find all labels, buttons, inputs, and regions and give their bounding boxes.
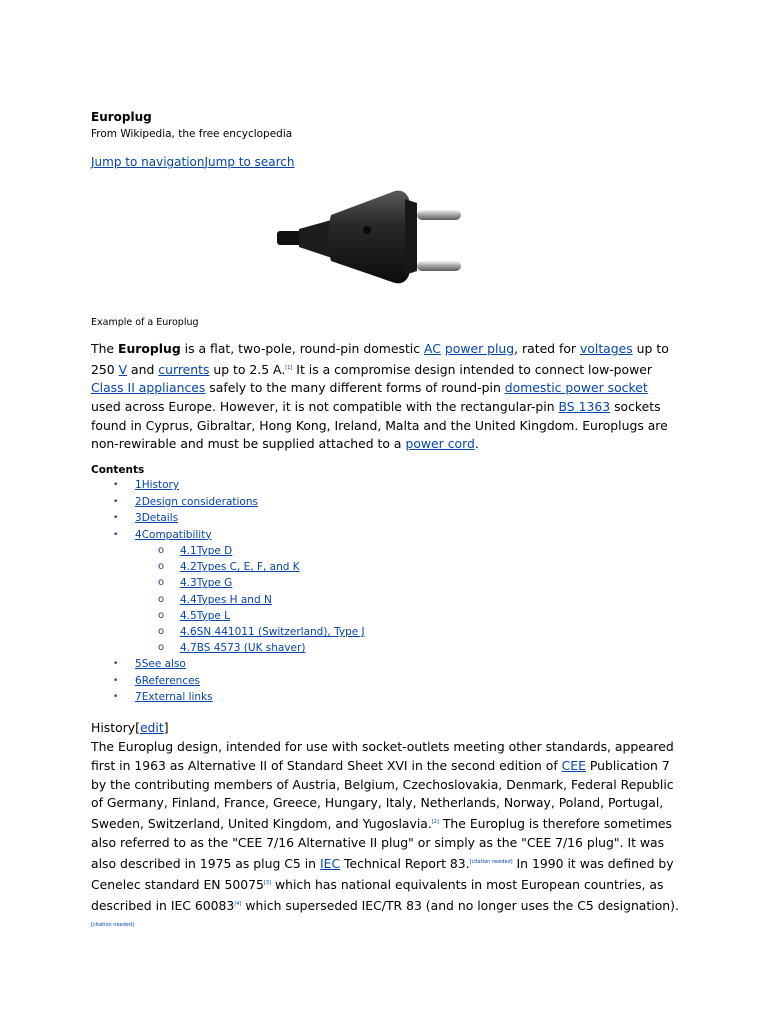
jump-to-navigation-link[interactable]: Jump to navigation — [91, 155, 205, 169]
toc-link-types-h-n[interactable]: 4.4Types H and N — [180, 593, 272, 606]
citation-link[interactable]: [3] — [263, 879, 272, 886]
intro-text: used across Europe. However, it is not compatible with the rectangular-pin — [91, 398, 559, 414]
intro-term-bold: Europlug — [117, 341, 181, 356]
sub-bullet-icon: o — [158, 577, 165, 589]
ac-link[interactable]: AC — [424, 341, 441, 356]
intro-text: is a flat, two-pole, round-pin domestic — [180, 341, 424, 356]
intro-text: up to 250 — [91, 341, 669, 377]
toc-link-history[interactable]: 1History — [135, 479, 180, 491]
history-text: In 1990 it was defined by Cenelec standard EN 50075 — [91, 856, 674, 892]
edit-link[interactable]: edit — [139, 720, 164, 735]
sub-bullet-icon: o — [158, 545, 165, 556]
currents-link[interactable]: currents — [158, 361, 210, 377]
europlug-image — [277, 185, 477, 290]
toc-link-type-l[interactable]: 4.5Type L — [180, 609, 231, 622]
citation-link[interactable]: [2] — [431, 819, 439, 826]
toc-link-types-c-e-f-k[interactable]: 4.2Types C, E, F, and K — [180, 561, 300, 574]
toc-link-see-also[interactable]: 5See also — [135, 658, 186, 671]
cee-link[interactable]: CEE — [561, 757, 586, 773]
intro-text: up to 2.5 A. — [209, 361, 286, 377]
intro-paragraph — [91, 340, 681, 454]
bullet-icon: • — [113, 480, 119, 490]
history-text: The Europlug design, intended for use with socket-outlets meeting other standards, appeared first in 1963 as Alternative II of Standard Sheet XVI in the second edition of — [91, 739, 674, 773]
jump-to-search-link[interactable]: Jump to search — [204, 155, 295, 169]
citation-needed-link[interactable]: [citation needed] — [469, 858, 513, 865]
history-text: Technical Report 83. — [340, 856, 470, 872]
toc-link-details[interactable]: 3Details — [135, 512, 179, 524]
image-caption: Example of a Europlug — [91, 317, 199, 328]
bullet-icon: • — [113, 513, 119, 523]
sub-bullet-icon: o — [158, 593, 165, 605]
intro-text: safely to the many different forms of round-pin — [205, 380, 505, 396]
citation-link[interactable]: [4] — [234, 900, 242, 907]
sub-bullet-icon: o — [158, 642, 165, 654]
intro-text: and — [127, 361, 159, 377]
intro-text: , rated for — [514, 341, 580, 356]
toc-link-type-g[interactable]: 4.3Type G — [180, 577, 233, 590]
section-title: History — [91, 720, 136, 735]
intro-text: The — [91, 341, 118, 356]
history-paragraph — [91, 738, 681, 937]
intro-text: . — [474, 436, 479, 452]
bullet-icon: • — [113, 692, 119, 703]
intro-text: It is a compromise design intended to connect low-power — [292, 361, 652, 377]
contents-heading: Contents — [91, 464, 145, 476]
iec-link[interactable]: IEC — [319, 856, 341, 872]
sub-bullet-icon: o — [158, 609, 165, 621]
power-plug-link[interactable]: power plug — [444, 341, 515, 356]
toc-link-type-d[interactable]: 4.1Type D — [180, 545, 233, 557]
history-text: Publication 7 by the contributing members of Austria, Belgium, Czechoslovakia, Denmark, Federal Republic of Germany, Finland, France, Greece, Hungary, Italy, Netherlands, Norway, Poland, Portugal, Sweden, Switzerland, United Kingdom, and Yugoslavia. — [91, 757, 674, 832]
toc-link-sn-441011[interactable]: 4.6SN 441011 (Switzerland), Type J — [180, 625, 365, 638]
page-title: Europlug — [91, 110, 152, 124]
jump-links — [91, 155, 294, 169]
history-text: which superseded IEC/TR 83 (and no longer uses the C5 designation). — [241, 897, 679, 913]
toc-link-compatibility[interactable]: 4Compatibility — [135, 528, 212, 541]
class-ii-appliances-link[interactable]: Class II appliances — [91, 380, 206, 396]
toc-link-external-links[interactable]: 7External links — [135, 691, 213, 704]
bullet-icon: • — [113, 659, 119, 670]
citation-needed-link[interactable]: [citation needed] — [91, 921, 134, 928]
citation-link[interactable]: [1] — [285, 364, 293, 371]
power-cord-link[interactable]: power cord — [405, 436, 475, 452]
bullet-icon: • — [113, 529, 119, 540]
toc-link-design-considerations[interactable]: 2Design considerations — [135, 495, 258, 508]
intro-text: sockets found in Cyprus, Gibraltar, Hong Kong, Ireland, Malta and the United Kingdom. Europlugs are non-rewirable and must be supplied attached to a — [91, 398, 668, 452]
voltages-link[interactable]: voltages — [579, 341, 633, 356]
toc-link-bs-4573[interactable]: 4.7BS 4573 (UK shaver) — [180, 642, 306, 655]
edit-bracket: ] — [163, 720, 169, 735]
sub-bullet-icon: o — [158, 625, 165, 637]
page-subtitle: From Wikipedia, the free encyclopedia — [91, 128, 293, 140]
bullet-icon: • — [113, 675, 119, 686]
history-text: The Europlug is therefore sometimes also referred to as the "CEE 7/16 Alternative II plug" or simply as the "CEE 7/16 plug". It was also described in 1975 as plug C5 in — [91, 816, 673, 872]
bullet-icon: • — [113, 496, 119, 507]
history-text: which has national equivalents in most European countries, as described in IEC 60083 — [91, 876, 664, 913]
toc-link-references[interactable]: 6References — [135, 674, 201, 687]
sub-bullet-icon: o — [158, 561, 165, 573]
history-heading — [91, 720, 169, 735]
volt-link[interactable]: V — [118, 361, 128, 377]
edit-bracket: [ — [135, 720, 140, 735]
domestic-power-socket-link[interactable]: domestic power socket — [504, 380, 648, 396]
bs-1363-link[interactable]: BS 1363 — [558, 398, 611, 414]
